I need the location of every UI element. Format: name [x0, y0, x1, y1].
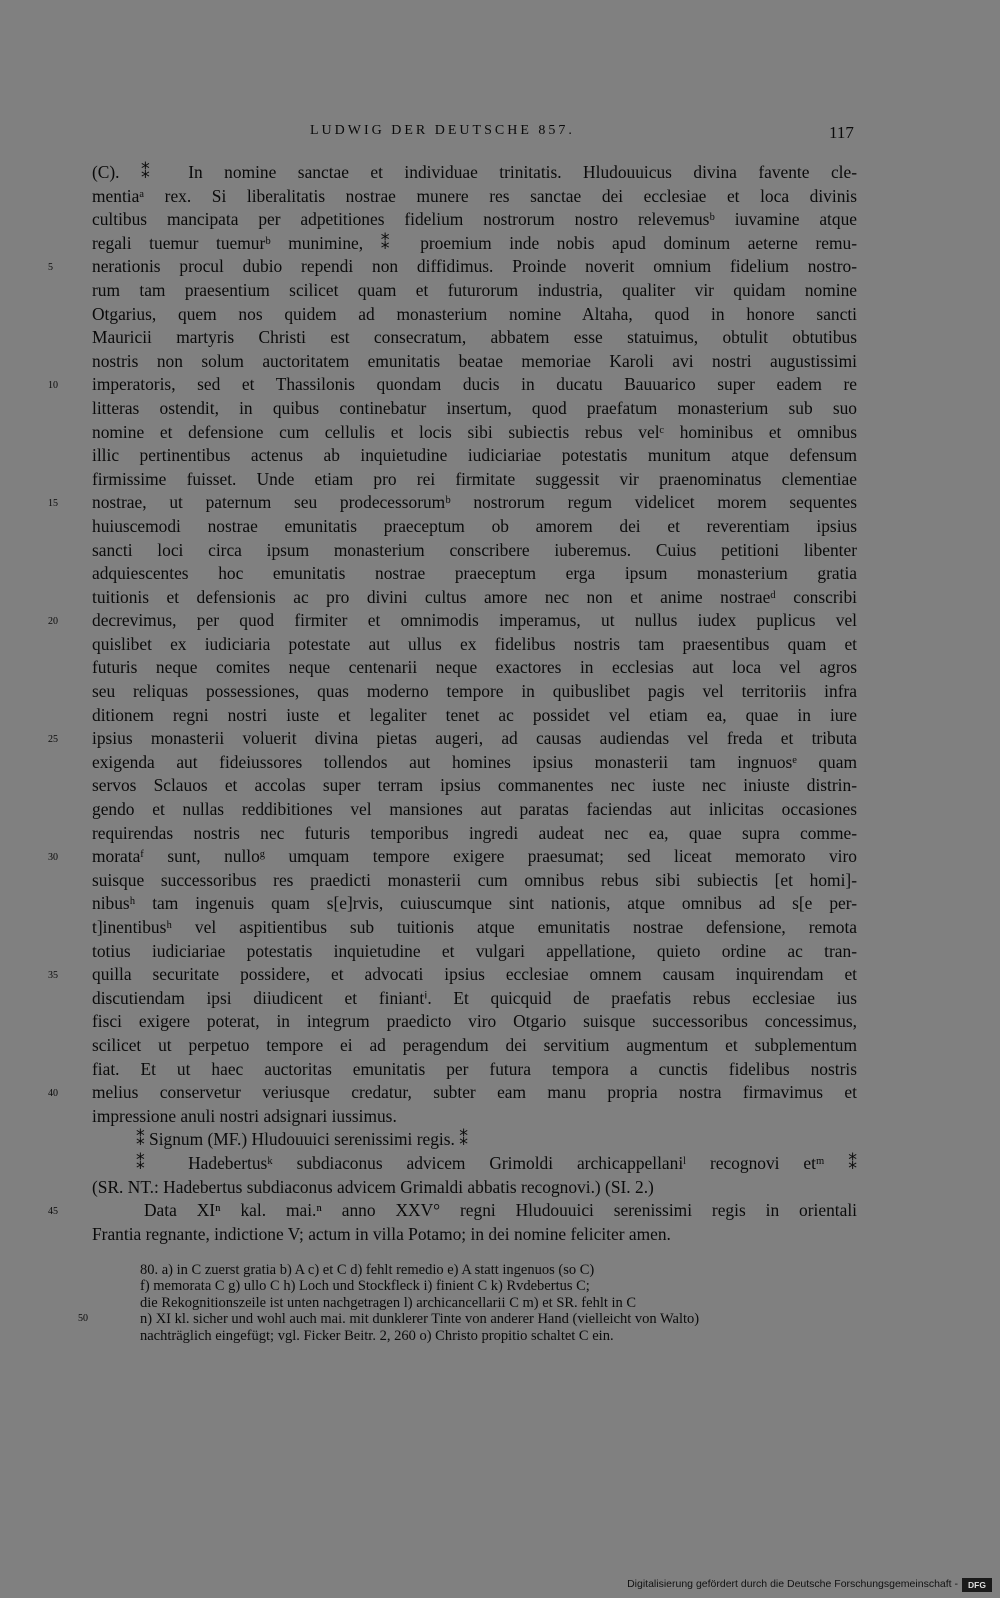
- digitization-credit: Digitalisierung gefördert durch die Deutsche Forschungsgemeinschaft -: [627, 1578, 958, 1590]
- charter-text: [48, 161, 857, 1246]
- line-text: huiuscemodi nostrae emunitatis praeceptum ob amorem dei et reverentiam ipsius: [92, 515, 857, 536]
- footnote-text: die Rekognitionszeile ist unten nachgetragen l) archicancellarii C m) et SR. fehlt in C: [140, 1294, 637, 1311]
- text-line: [92, 421, 857, 445]
- line-text: mentiaᵃ rex. Si liberalitatis nostrae munere res sanctae dei ecclesiae et loca divinis: [92, 185, 857, 206]
- dfg-logo: DFG: [962, 1578, 992, 1592]
- footnote-line: [78, 1311, 860, 1328]
- line-number: 5: [48, 262, 53, 274]
- line-text: Mauricii martyris Christi est consecratum, abbatem esse statuimus, obtulit obtutibus: [92, 327, 857, 348]
- line-text: firmissime fuisset. Unde etiam pro rei firmitate suggessit vir praenominatus clementiae: [92, 468, 857, 489]
- line-text: imperatoris, sed et Thassilonis quondam ducis in ducatu Bauuarico super eadem re: [92, 374, 857, 395]
- text-line: [92, 586, 857, 610]
- text-line: [92, 892, 857, 916]
- line-text: Data XIⁿ kal. mai.ⁿ anno XXV° regni Hludouuici serenissimi regis in orientali: [144, 1200, 857, 1221]
- line-text: scilicet ut perpetuo tempore ei ad peragendum dei servitium augmentum et subplementum: [92, 1034, 857, 1055]
- line-number: 25: [48, 734, 58, 746]
- line-text: discutiendam ipsi diiudicent et finiantⁱ. Et quicquid de praefatis rebus ecclesiae ius: [92, 987, 857, 1008]
- footnote-line: [140, 1295, 860, 1311]
- text-line: [92, 1223, 857, 1247]
- line-text: morataᶠ sunt, nulloᵍ umquam tempore exigere praesumat; sed liceat memorato viro: [92, 846, 857, 867]
- line-text: adquiescentes hoc emunitatis nostrae praeceptum erga ipsum monasterium gratia: [92, 563, 857, 584]
- line-text: litteras ostendit, in quibus continebatur insertum, quod praefatum monasterium sub suo: [92, 397, 857, 418]
- line-text: regali tuemur tuemurᵇ munimine, ⁑ proemium inde nobis apud dominum aeterne remu-: [92, 232, 857, 253]
- text-line: [92, 303, 857, 327]
- text-line: [92, 916, 857, 940]
- line-number: 50: [78, 1313, 88, 1325]
- text-line: [92, 161, 857, 185]
- line-text: nomine et defensione cum cellulis et locis sibi subiectis rebus velᶜ hominibus et omnibus: [92, 421, 857, 442]
- line-text: (C). ⁑ In nomine sanctae et individuae trinitatis. Hludouuicus divina favente cle-: [92, 162, 857, 182]
- line-text: (SR. NT.: Hadebertus subdiaconus advicem Grimaldi abbatis recognovi.) (SI. 2.): [92, 1176, 654, 1197]
- text-line: [92, 279, 857, 303]
- text-line: [92, 562, 857, 586]
- text-line: [48, 255, 857, 279]
- footnote-line: [140, 1262, 860, 1278]
- line-text: totius iudiciariae potestatis inquietudine et vulgari appellatione, quieto ordine ac tran-: [92, 940, 857, 961]
- text-line: [92, 987, 857, 1011]
- text-line: [92, 1058, 857, 1082]
- text-line: [92, 656, 857, 680]
- text-line: [92, 1010, 857, 1034]
- text-line: [92, 1152, 857, 1176]
- line-text: cultibus mancipata per adpetitiones fidelium nostrorum nostro relevemusᵇ iuvamine atque: [92, 209, 857, 230]
- line-text: ⁑ Hadebertusᵏ subdiaconus advicem Grimoldi archicappellaniˡ recognovi etᵐ ⁑: [136, 1152, 857, 1173]
- line-text: quilla securitate possidere, et advocati ipsius ecclesiae omnem causam inquirendam et: [92, 964, 857, 985]
- text-line: [48, 609, 857, 633]
- line-text: nibusʰ tam ingenuis quam s[e]rvis, cuiuscumque sint nationis, atque omnibus ad s[e per-: [92, 893, 857, 914]
- line-text: futuris neque comites neque centenarii neque exactores in ecclesias aut loca vel agros: [92, 657, 857, 678]
- line-number: 30: [48, 852, 58, 864]
- text-line: [92, 185, 857, 209]
- line-number: 15: [48, 498, 58, 510]
- text-line: [92, 1105, 857, 1129]
- text-line: [92, 515, 857, 539]
- line-number: 20: [48, 616, 58, 628]
- text-line: [92, 350, 857, 374]
- line-text: rum tam praesentium scilicet quam et futurorum industria, qualiter vir quidam nomine: [92, 279, 857, 300]
- line-text: fisci exigere poterat, in integrum praedicto viro Otgario suisque successoribus concessimus,: [92, 1011, 857, 1032]
- footnote-text: 80. a) in C zuerst gratia b) A c) et C d) fehlt remedio e) A statt ingenuos (so C): [140, 1262, 595, 1278]
- line-text: impressione anuli nostri adsignari iussimus.: [92, 1105, 397, 1126]
- text-line: [92, 704, 857, 728]
- text-line: [92, 633, 857, 657]
- line-text: quislibet ex iudiciaria potestate aut ullus ex fidelibus nostris tam praesentibus quam et: [92, 633, 857, 654]
- line-text: suisque successoribus res praedicti monasterii cum omnibus rebus sibi subiectis [et homi]-: [92, 869, 857, 890]
- text-line: [48, 845, 857, 869]
- line-text: illic pertinentibus actenus ab inquietudine iudiciariae potestatis munitum atque defensum: [92, 445, 857, 466]
- text-line: [92, 232, 857, 256]
- line-text: t]inentibusʰ vel aspitientibus sub tuitionis atque emunitatis nostrae defensione, remota: [92, 917, 857, 937]
- text-line: [48, 491, 857, 515]
- line-number: 45: [48, 1206, 58, 1218]
- text-line: [92, 1176, 857, 1200]
- line-text: fiat. Et ut haec auctoritas emunitatis per futura tempora a cunctis fidelibus nostris: [92, 1058, 857, 1079]
- text-line: [92, 208, 857, 232]
- text-line: [92, 940, 857, 964]
- line-text: nostrae, ut paternum seu prodecessorumᵇ nostrorum regum videlicet morem sequentes: [92, 492, 857, 513]
- footnote-line: [140, 1278, 860, 1294]
- text-line: [48, 373, 857, 397]
- text-line: [92, 869, 857, 893]
- text-line: [92, 326, 857, 350]
- footnote-text: nachträglich eingefügt; vgl. Ficker Beitr. 2, 260 o) Christo propitio schaltet C ein.: [140, 1327, 614, 1344]
- footnote-line: [140, 1328, 860, 1344]
- text-line: [92, 822, 857, 846]
- line-text: ditionem regni nostri iuste et legaliter tenet ac possidet vel etiam ea, quae in iure: [92, 704, 857, 725]
- text-line: [48, 1081, 857, 1105]
- line-text: exigenda aut fideiussores tollendos aut homines ipsius monasterii tam ingnuosᵉ quam: [92, 751, 857, 772]
- line-text: tuitionis et defensionis ac pro divini cultus amore nec non et anime nostraeᵈ conscribi: [92, 586, 857, 607]
- text-line: [48, 1199, 857, 1223]
- line-text: ⁑ Signum (MF.) Hludouuici serenissimi regis. ⁑: [136, 1129, 468, 1150]
- line-text: Frantia regnante, indictione V; actum in villa Potamo; in dei nomine feliciter amen.: [92, 1223, 671, 1244]
- running-title: LUDWIG DER DEUTSCHE 857.: [310, 123, 575, 138]
- line-text: sancti loci circa ipsum monasterium conscribere iuberemus. Cuius petitioni libenter: [92, 539, 857, 560]
- line-text: ipsius monasterii voluerit divina pietas augeri, ad causas audiendas vel freda et tributa: [92, 728, 857, 749]
- footnote-text: n) XI kl. sicher und wohl auch mai. mit dunklerer Tinte von anderer Hand (vielleicht von Walto): [140, 1311, 700, 1328]
- line-text: seu reliquas possessiones, quas moderno tempore in quibuslibet pagis vel territoriis infra: [92, 681, 857, 702]
- text-line: [48, 963, 857, 987]
- text-line: [92, 798, 857, 822]
- page-number: 117: [829, 123, 854, 142]
- text-line: [92, 539, 857, 563]
- text-line: [92, 1128, 857, 1152]
- text-line: [92, 1034, 857, 1058]
- line-text: requirendas nostris nec futuris temporibus ingredi audeat nec ea, quae supra comme-: [92, 822, 857, 843]
- line-text: decrevimus, per quod firmiter et omnimodis imperamus, ut nullus iudex puplicus vel: [92, 610, 857, 631]
- line-number: 40: [48, 1088, 58, 1100]
- footnotes: [78, 1262, 860, 1344]
- text-line: [92, 444, 857, 468]
- text-line: [92, 680, 857, 704]
- line-text: servos Sclauos et accolas super terram ipsius commanentes nec iuste nec iniuste distrin-: [92, 775, 857, 796]
- text-line: [48, 727, 857, 751]
- text-line: [92, 468, 857, 492]
- line-text: gendo et nullas reddibitiones vel mansiones aut paratas faciendas aut inlicitas occasiones: [92, 799, 857, 820]
- line-text: nerationis procul dubio rependi non diffidimus. Proinde noverit omnium fidelium nostro-: [92, 256, 857, 277]
- line-number: 10: [48, 380, 58, 392]
- line-text: melius conservetur veriusque credatur, subter eam manu propria nostra firmavimus et: [92, 1082, 857, 1103]
- text-line: [92, 397, 857, 421]
- text-line: [92, 774, 857, 798]
- line-number: 35: [48, 970, 58, 982]
- line-text: Otgarius, quem nos quidem ad monasterium nomine Altaha, quod in honore sancti: [92, 303, 857, 324]
- footnote-text: f) memorata C g) ullo C h) Loch und Stockfleck i) finient C k) Rvdebertus C;: [140, 1278, 590, 1295]
- line-text: nostris non solum auctoritatem emunitatis beatae memoriae Karoli avi nostri augustissimi: [92, 350, 857, 371]
- text-line: [92, 751, 857, 775]
